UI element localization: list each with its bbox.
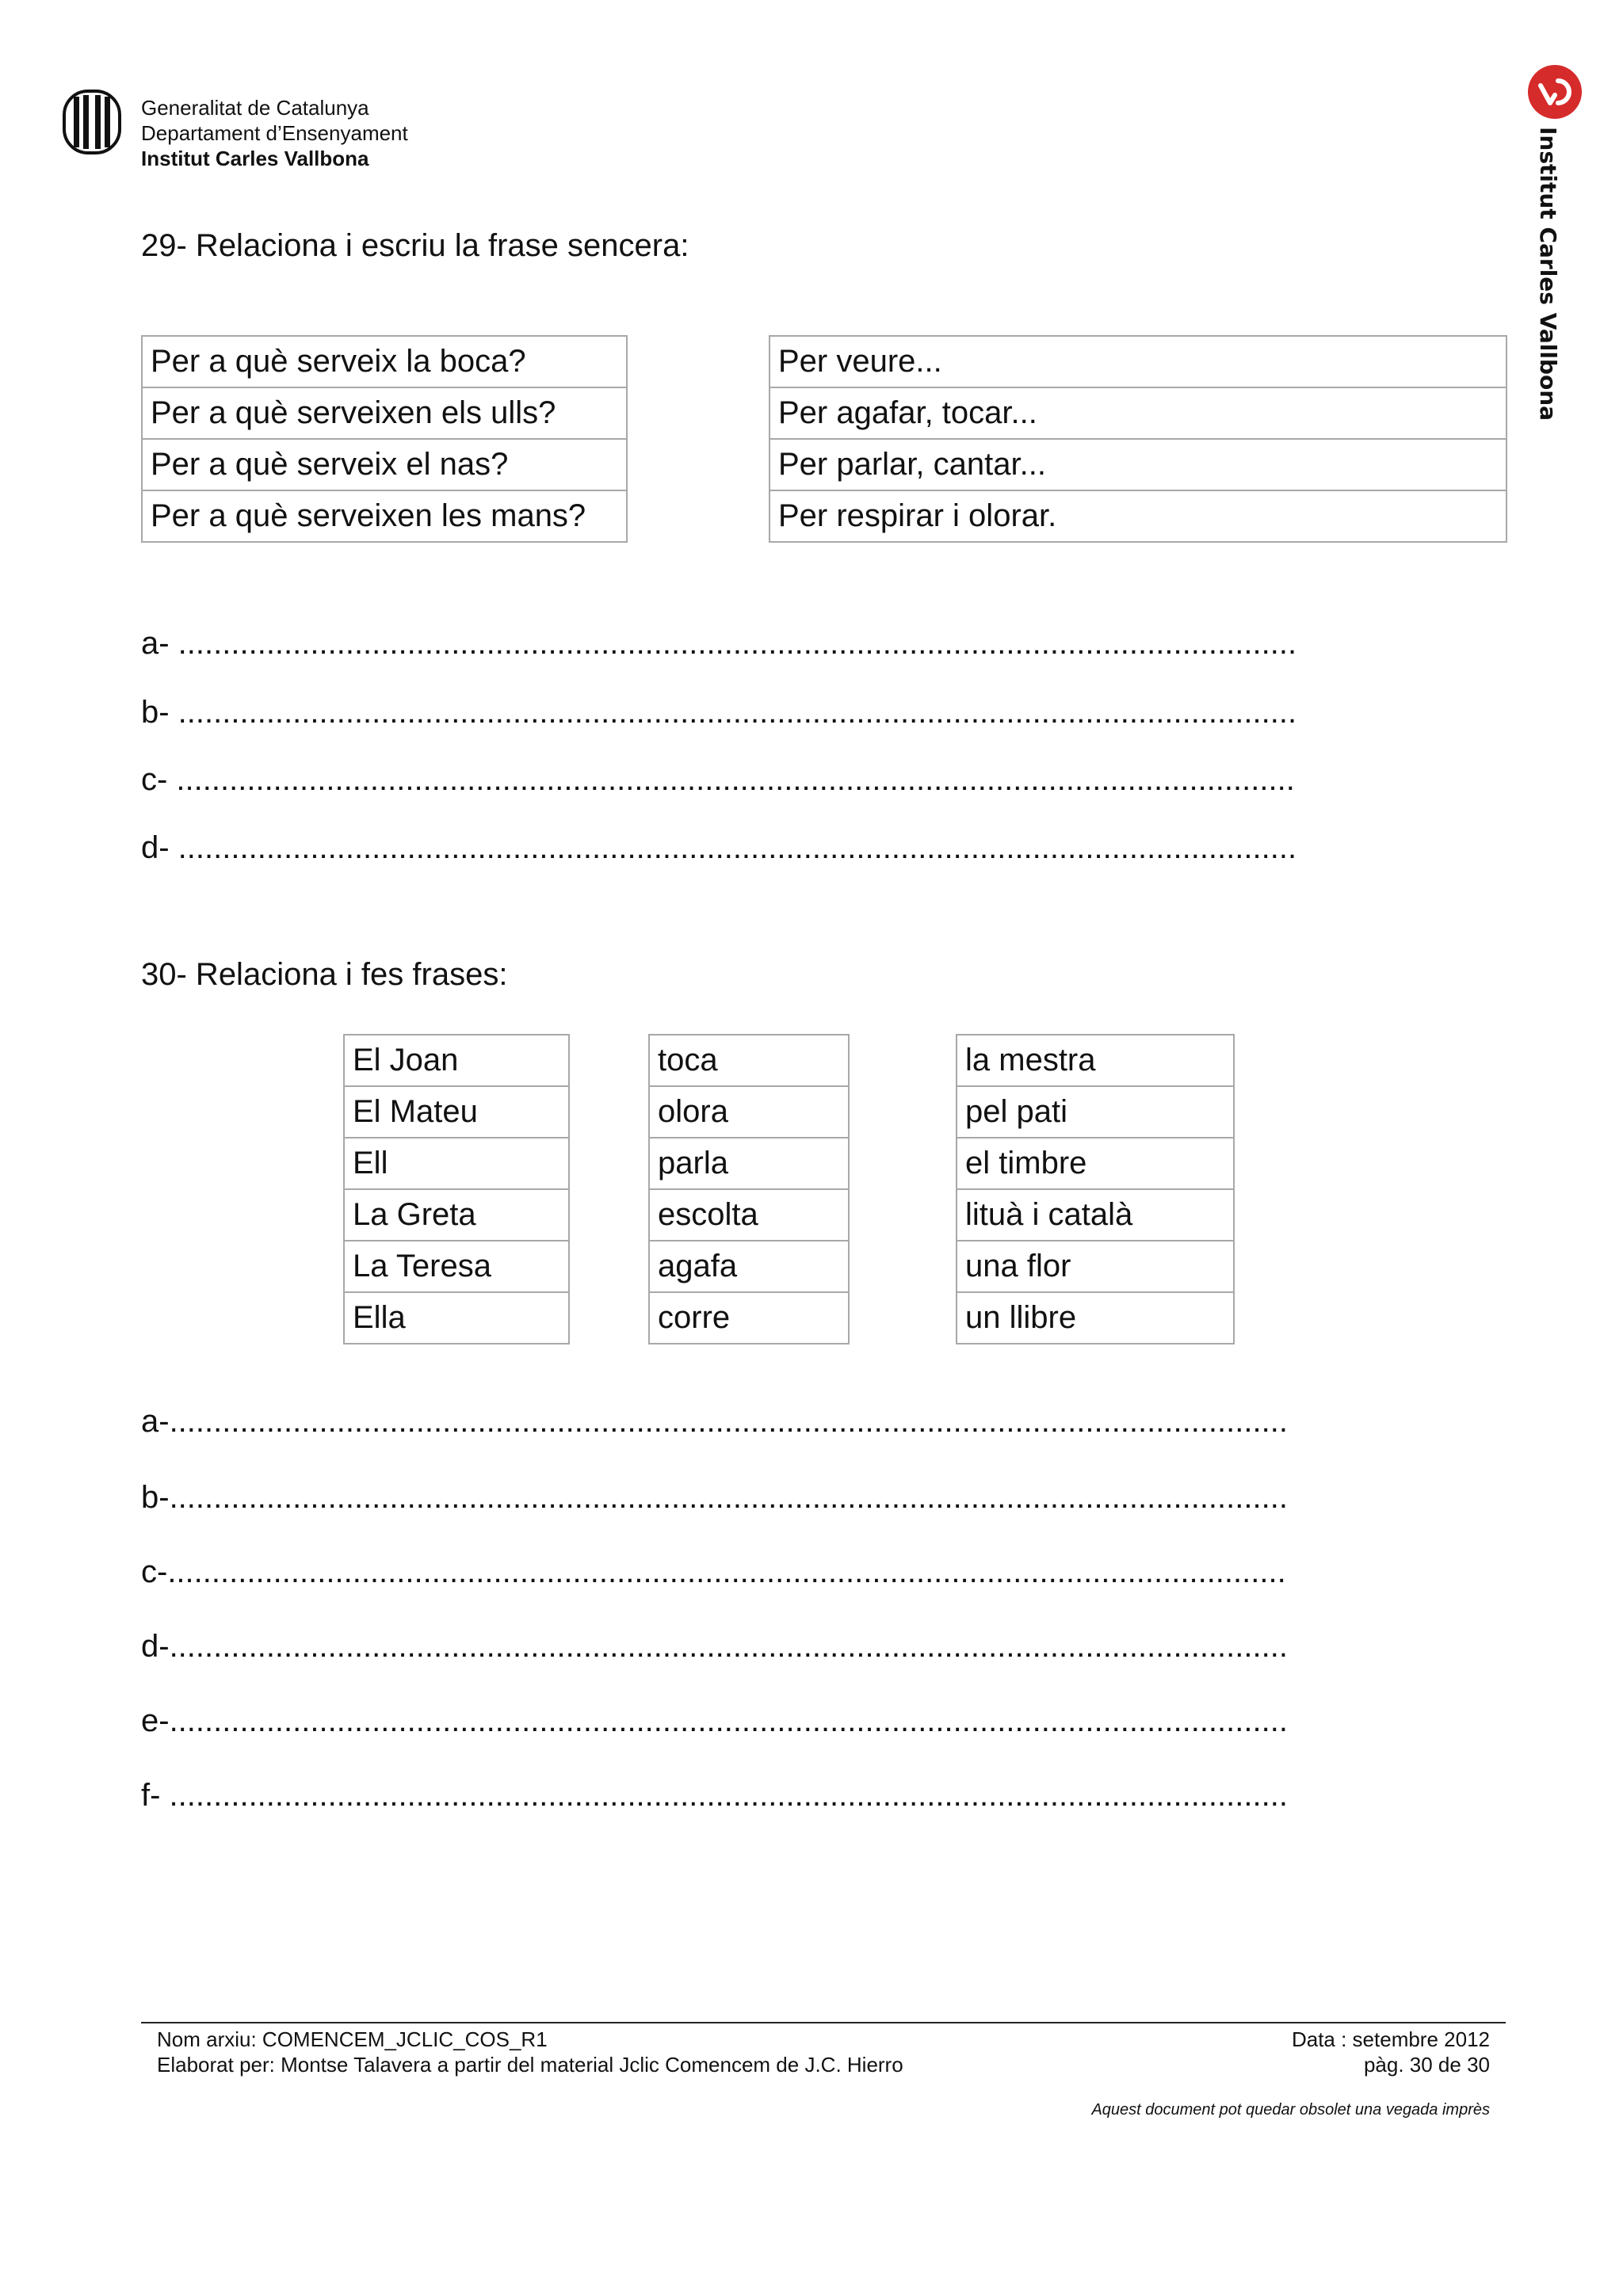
answer-line[interactable]: f- ............................................................................................................................... (141, 1778, 1288, 1813)
table-row (142, 439, 627, 490)
table-row (649, 1292, 849, 1344)
table-row (344, 1086, 569, 1138)
side-brand-text: Institut Carles Vallbona (1535, 127, 1561, 421)
table-cell: Ella (344, 1292, 569, 1344)
footer-note: Aquest document pot quedar obsolet una vegada imprès (1091, 2101, 1490, 2119)
header-line-departament: Departament d’Ensenyament (141, 121, 408, 145)
table-cell: Per agafar, tocar... (769, 387, 1507, 439)
table-cell: Per a què serveixen les mans? (142, 490, 627, 542)
q29-questions-table (141, 335, 628, 543)
table-cell: el timbre (957, 1138, 1234, 1189)
table-cell: El Joan (344, 1035, 569, 1086)
table-cell: Per a què serveix la boca? (142, 336, 627, 387)
footer-author: Elaborat per: Montse Talavera a partir del material Jclic Comencem de J.C. Hierro (157, 2053, 903, 2077)
q29-answers-table (769, 335, 1507, 543)
header-line-generalitat: Generalitat de Catalunya (141, 96, 369, 120)
footer-left (157, 2027, 903, 2077)
answer-line[interactable]: b-............................................................................................................................... (141, 1480, 1288, 1515)
table-row (344, 1138, 569, 1189)
table-row (344, 1241, 569, 1292)
footer-file-name: Nom arxiu: COMENCEM_JCLIC_COS_R1 (157, 2027, 548, 2051)
footer-page-number: pàg. 30 de 30 (1363, 2053, 1490, 2077)
q30-subjects-table (343, 1034, 570, 1344)
institution-header (141, 95, 408, 171)
table-row (649, 1241, 849, 1292)
table-row (957, 1292, 1234, 1344)
table-row (957, 1241, 1234, 1292)
table-row (649, 1138, 849, 1189)
q29-title: 29- Relaciona i escriu la frase sencera: (141, 228, 689, 263)
table-cell: agafa (649, 1241, 849, 1292)
table-cell: toca (649, 1035, 849, 1086)
answer-line[interactable]: a-............................................................................................................................... (141, 1404, 1288, 1439)
table-row (769, 490, 1507, 542)
table-cell: La Teresa (344, 1241, 569, 1292)
answer-line[interactable]: d- ............................................................................................................................... (141, 830, 1297, 865)
answer-line[interactable]: c- ............................................................................................................................... (141, 762, 1295, 797)
table-row (769, 439, 1507, 490)
table-row (344, 1189, 569, 1241)
table-cell: Per veure... (769, 336, 1507, 387)
table-cell: lituà i català (957, 1189, 1234, 1241)
answer-line[interactable]: e-............................................................................................................................... (141, 1703, 1288, 1738)
answer-line[interactable]: b- ............................................................................................................................... (141, 695, 1297, 730)
table-row (649, 1086, 849, 1138)
table-row (344, 1292, 569, 1344)
q30-objects-table (956, 1034, 1235, 1344)
footer-date: Data : setembre 2012 (1291, 2027, 1490, 2051)
header-line-institut: Institut Carles Vallbona (141, 147, 369, 170)
table-row (649, 1035, 849, 1086)
generalitat-logo-icon (62, 89, 122, 155)
table-cell: olora (649, 1086, 849, 1138)
table-cell: corre (649, 1292, 849, 1344)
table-row (142, 336, 627, 387)
table-cell: Per a què serveix el nas? (142, 439, 627, 490)
table-row (649, 1189, 849, 1241)
answer-line[interactable]: c-............................................................................................................................... (141, 1554, 1286, 1589)
footer-right (1292, 2027, 1490, 2077)
table-row (957, 1086, 1234, 1138)
table-cell: Per respirar i olorar. (769, 490, 1507, 542)
table-cell: Per parlar, cantar... (769, 439, 1507, 490)
table-cell: la mestra (957, 1035, 1234, 1086)
answer-line[interactable]: a- ............................................................................................................................... (141, 626, 1297, 661)
table-row (957, 1189, 1234, 1241)
table-row (142, 387, 627, 439)
table-row (957, 1035, 1234, 1086)
institut-logo-icon (1526, 63, 1583, 120)
table-row (769, 336, 1507, 387)
table-cell: Ell (344, 1138, 569, 1189)
footer-divider (141, 2022, 1506, 2023)
table-cell: una flor (957, 1241, 1234, 1292)
table-row (769, 387, 1507, 439)
table-row (957, 1138, 1234, 1189)
table-row (142, 490, 627, 542)
q30-title: 30- Relaciona i fes frases: (141, 957, 508, 992)
table-cell: La Greta (344, 1189, 569, 1241)
table-cell: pel pati (957, 1086, 1234, 1138)
table-cell: El Mateu (344, 1086, 569, 1138)
table-cell: un llibre (957, 1292, 1234, 1344)
table-cell: parla (649, 1138, 849, 1189)
table-cell: Per a què serveixen els ulls? (142, 387, 627, 439)
table-cell: escolta (649, 1189, 849, 1241)
answer-line[interactable]: d-............................................................................................................................... (141, 1629, 1288, 1664)
q30-verbs-table (648, 1034, 850, 1344)
table-row (344, 1035, 569, 1086)
